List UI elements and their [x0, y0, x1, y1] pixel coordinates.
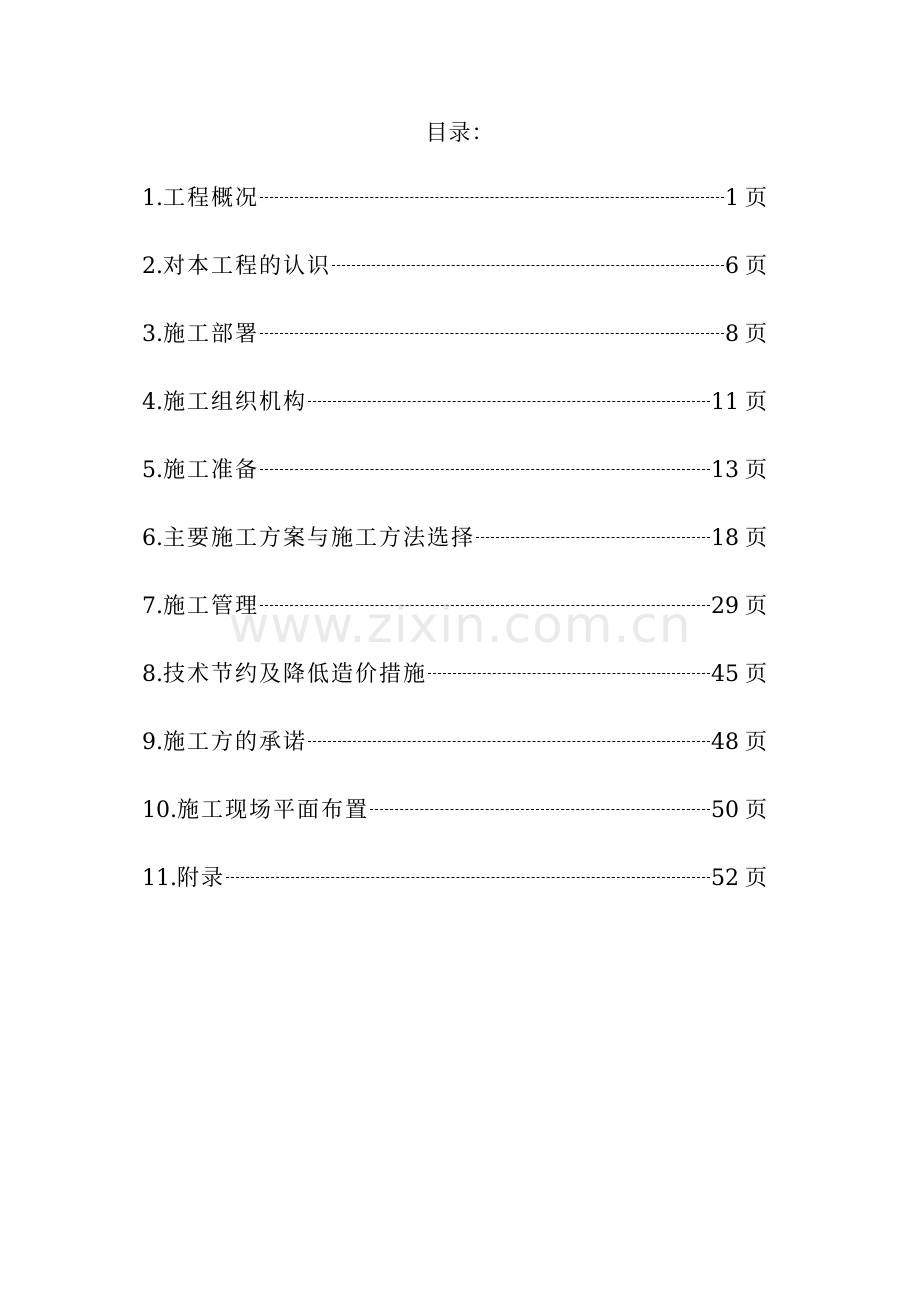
toc-dot-leader: [260, 469, 710, 470]
toc-entry-page-unit: 页: [744, 594, 767, 619]
toc-entry-title: 施工部署: [163, 322, 260, 347]
toc-title: 目录：: [425, 121, 495, 146]
toc-entry-title: 技术节约及降低造价措施: [163, 662, 428, 687]
toc-entry-title: 主要施工方案与施工方法选择: [163, 526, 476, 551]
toc-dot-leader: [428, 673, 710, 674]
toc-dot-leader: [308, 741, 710, 742]
toc-entry-number: 3.: [142, 322, 163, 347]
toc-dot-leader: [260, 605, 710, 606]
toc-entry: [142, 657, 767, 725]
toc-entry-page: 11: [710, 390, 739, 415]
toc-entry-title: 对本工程的认识: [163, 254, 332, 279]
toc-entry-number: 9.: [142, 730, 163, 755]
toc-entry-page-unit: 页: [744, 730, 767, 755]
toc-dot-leader: [260, 197, 724, 198]
toc-entry-page: 45: [710, 662, 739, 687]
toc-entry-number: 2.: [142, 254, 163, 279]
toc-entry: [142, 861, 767, 929]
toc-entry-page-unit: 页: [744, 798, 767, 823]
toc-entry: [142, 453, 767, 521]
toc-dot-leader: [226, 877, 710, 878]
toc-entry-page: 8: [724, 322, 739, 347]
toc-entry-page-unit: 页: [744, 390, 767, 415]
toc-entry-page-unit: 页: [744, 458, 767, 483]
toc-entry: [142, 317, 767, 385]
toc-entry-page: 48: [710, 730, 739, 755]
toc-entry-number: 11.: [142, 866, 177, 891]
toc-entry-title: 施工准备: [163, 458, 260, 483]
toc-entry-page: 1: [724, 186, 739, 211]
toc-entry: [142, 725, 767, 793]
toc-entry: [142, 181, 767, 249]
toc-entry-page: 13: [710, 458, 739, 483]
toc-entry-number: 10.: [142, 798, 177, 823]
toc-entry-title: 施工方的承诺: [163, 730, 308, 755]
toc-entry-page: 18: [710, 526, 739, 551]
toc-entry-number: 5.: [142, 458, 163, 483]
toc-entry: [142, 589, 767, 657]
toc-dot-leader: [308, 401, 710, 402]
toc-dot-leader: [370, 809, 710, 810]
toc-entry: [142, 521, 767, 589]
toc-entry-page-unit: 页: [744, 866, 767, 891]
watermark: www.zixin.com.cn: [228, 596, 692, 654]
toc-entry-number: 8.: [142, 662, 163, 687]
toc-dot-leader: [332, 265, 724, 266]
toc-dot-leader: [476, 537, 710, 538]
toc-entry-page-unit: 页: [744, 526, 767, 551]
toc-entry-number: 4.: [142, 390, 163, 415]
toc-entry-page-unit: 页: [744, 186, 767, 211]
toc-entry-page: 29: [710, 594, 739, 619]
toc-entry-title: 施工管理: [163, 594, 260, 619]
toc-entry-number: 1.: [142, 186, 163, 211]
toc-entry-page: 50: [710, 798, 739, 823]
toc-entry-title: 工程概况: [163, 186, 260, 211]
toc-entry-page-unit: 页: [744, 662, 767, 687]
toc-list: [142, 181, 767, 929]
toc-entry-number: 6.: [142, 526, 163, 551]
toc-entry-title: 施工组织机构: [163, 390, 308, 415]
toc-entry: [142, 385, 767, 453]
toc-entry-page-unit: 页: [744, 322, 767, 347]
toc-entry: [142, 249, 767, 317]
toc-entry-page-unit: 页: [744, 254, 767, 279]
toc-entry-title: 附录: [177, 866, 226, 891]
toc-entry: [142, 793, 767, 861]
toc-entry-page: 52: [710, 866, 739, 891]
toc-dot-leader: [260, 333, 724, 334]
toc-entry-title: 施工现场平面布置: [177, 798, 370, 823]
toc-entry-number: 7.: [142, 594, 163, 619]
toc-entry-page: 6: [724, 254, 739, 279]
